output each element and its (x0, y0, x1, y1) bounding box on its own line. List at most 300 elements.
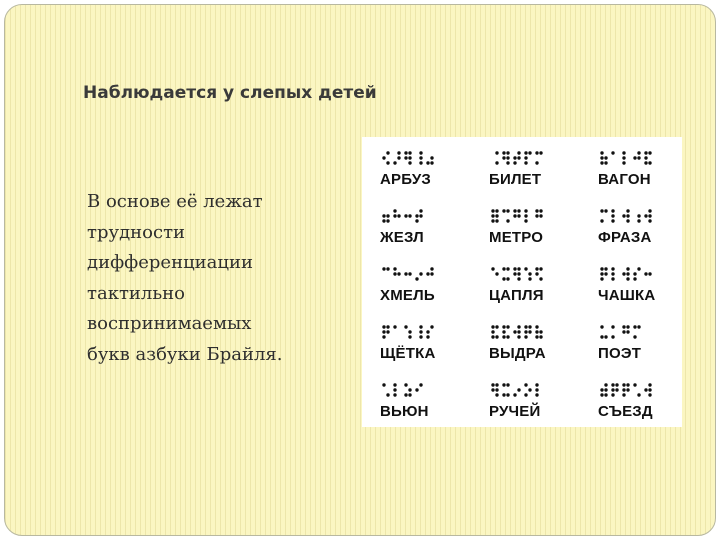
braille-dot (615, 383, 618, 386)
braille-word-cell (598, 323, 698, 375)
braille-dot (495, 388, 498, 391)
braille-dot (644, 161, 647, 164)
braille-dot (517, 209, 520, 212)
braille-dot (517, 151, 520, 154)
braille-dot (600, 277, 603, 280)
braille-dot (502, 393, 505, 396)
braille-dot (502, 325, 505, 328)
braille-dot (382, 330, 385, 333)
braille-dot (419, 272, 422, 275)
braille-word-cell (598, 149, 698, 201)
braille-dot (415, 219, 418, 222)
braille-dot (386, 325, 389, 328)
braille-dot (604, 388, 607, 391)
braille-dots (598, 381, 698, 401)
braille-dot (386, 214, 389, 217)
braille-dot (415, 388, 418, 391)
braille-dots (489, 207, 589, 227)
braille-dot (637, 219, 640, 222)
braille-dot (517, 335, 520, 338)
braille-dot (415, 214, 418, 217)
braille-dot (491, 383, 494, 386)
braille-dot (600, 272, 603, 275)
braille-dot (491, 325, 494, 328)
braille-dot (408, 393, 411, 396)
braille-dot (604, 272, 607, 275)
braille-dot (633, 325, 636, 328)
braille-dot (644, 272, 647, 275)
braille-dot (513, 330, 516, 333)
braille-dot (404, 151, 407, 154)
braille-dot (604, 383, 607, 386)
braille-dot (644, 156, 647, 159)
braille-dot (535, 272, 538, 275)
braille-dots (598, 265, 698, 285)
braille-dot (600, 219, 603, 222)
braille-dot (506, 383, 509, 386)
braille-dot (491, 267, 494, 270)
braille-dot (600, 209, 603, 212)
braille-dot (408, 272, 411, 275)
braille-dot (393, 267, 396, 270)
braille-dots (489, 149, 589, 169)
braille-dots (598, 323, 698, 343)
braille-dot (393, 325, 396, 328)
braille-dot (430, 325, 433, 328)
braille-dot (611, 209, 614, 212)
braille-dot (535, 209, 538, 212)
braille-dot (539, 209, 542, 212)
braille-dot (517, 267, 520, 270)
braille-dot (604, 209, 607, 212)
braille-word-label: ЖЕЗЛ (380, 229, 424, 246)
braille-dot (513, 156, 516, 159)
braille-dot (386, 267, 389, 270)
braille-dot (408, 156, 411, 159)
braille-dot (495, 161, 498, 164)
braille-dot (419, 156, 422, 159)
braille-dot (600, 161, 603, 164)
braille-dot (393, 209, 396, 212)
braille-dot (506, 219, 509, 222)
braille-dot (637, 267, 640, 270)
braille-dot (622, 383, 625, 386)
braille-dot (604, 161, 607, 164)
braille-dot (386, 219, 389, 222)
braille-dot (506, 277, 509, 280)
braille-word-cell (380, 323, 480, 375)
braille-dot (644, 151, 647, 154)
braille-dots (380, 323, 480, 343)
braille-dot (502, 156, 505, 159)
braille-dot (419, 209, 422, 212)
braille-dot (502, 335, 505, 338)
braille-dot (648, 383, 651, 386)
braille-word-label: МЕТРО (489, 229, 544, 246)
braille-word-cell (380, 265, 480, 317)
braille-dot (539, 151, 542, 154)
braille-dot (648, 214, 651, 217)
braille-dot (535, 151, 538, 154)
braille-dot (491, 335, 494, 338)
braille-dot (626, 272, 629, 275)
braille-dot (513, 161, 516, 164)
braille-word-cell (380, 207, 480, 259)
braille-dot (408, 161, 411, 164)
braille-dot (535, 393, 538, 396)
braille-word-label: ВЫДРА (489, 345, 546, 362)
braille-dots (489, 265, 589, 285)
braille-dot (539, 330, 542, 333)
braille-dot (528, 277, 531, 280)
braille-dot (622, 161, 625, 164)
braille-dot (386, 330, 389, 333)
braille-word-label: ВАГОН (598, 171, 651, 188)
braille-dot (528, 388, 531, 391)
braille-dot (600, 393, 603, 396)
braille-dot (600, 156, 603, 159)
braille-dot (495, 219, 498, 222)
braille-dot (386, 151, 389, 154)
braille-word-cell (489, 323, 589, 375)
braille-dot (495, 383, 498, 386)
braille-word-label: РУЧЕЙ (489, 403, 541, 420)
braille-word-cell (598, 381, 698, 433)
braille-dot (495, 209, 498, 212)
braille-dot (393, 388, 396, 391)
braille-dot (397, 272, 400, 275)
braille-dot (397, 156, 400, 159)
braille-dot (611, 325, 614, 328)
braille-dot (517, 272, 520, 275)
braille-dot (600, 388, 603, 391)
braille-dot (539, 267, 542, 270)
braille-word-label: ПОЭТ (598, 345, 642, 362)
braille-dot (524, 161, 527, 164)
braille-dot (637, 325, 640, 328)
braille-word-cell (489, 149, 589, 201)
braille-dot (502, 330, 505, 333)
braille-dot (622, 330, 625, 333)
braille-dot (513, 214, 516, 217)
braille-dot (382, 325, 385, 328)
body-line: букв азбуки Брайля. (87, 343, 283, 365)
braille-dot (626, 277, 629, 280)
braille-word-cell (489, 207, 589, 259)
braille-dot (426, 161, 429, 164)
braille-dot (408, 330, 411, 333)
braille-dot (622, 214, 625, 217)
braille-dot (622, 325, 625, 328)
braille-dot (528, 272, 531, 275)
braille-dots (598, 149, 698, 169)
braille-word-label: ХМЕЛЬ (380, 287, 435, 304)
braille-dot (539, 277, 542, 280)
braille-dot (524, 325, 527, 328)
body-line: дифференциации (87, 252, 253, 273)
braille-dot (408, 388, 411, 391)
braille-dot (611, 219, 614, 222)
braille-dot (419, 330, 422, 333)
braille-dot (637, 393, 640, 396)
braille-dot (506, 151, 509, 154)
braille-dot (611, 214, 614, 217)
braille-word-label: ФРАЗА (598, 229, 652, 246)
braille-dot (404, 383, 407, 386)
braille-dot (524, 219, 527, 222)
braille-dot (502, 383, 505, 386)
braille-dot (506, 335, 509, 338)
braille-dots (489, 323, 589, 343)
braille-dot (535, 214, 538, 217)
braille-dot (393, 383, 396, 386)
braille-dot (604, 393, 607, 396)
braille-dot (648, 209, 651, 212)
braille-dot (644, 388, 647, 391)
braille-dot (491, 214, 494, 217)
braille-dot (404, 325, 407, 328)
braille-dot (648, 219, 651, 222)
braille-word-cell (598, 265, 698, 317)
braille-dot (386, 393, 389, 396)
braille-dot (648, 388, 651, 391)
braille-dot (611, 335, 614, 338)
body-line: трудности (87, 221, 186, 243)
braille-dot (517, 214, 520, 217)
braille-dots (380, 207, 480, 227)
braille-word-label: ЩЁТКА (380, 345, 436, 362)
braille-dot (419, 151, 422, 154)
braille-dot (495, 393, 498, 396)
braille-dot (622, 388, 625, 391)
braille-dot (506, 325, 509, 328)
braille-dot (404, 214, 407, 217)
braille-dot (408, 214, 411, 217)
braille-dot (535, 335, 538, 338)
braille-dot (622, 156, 625, 159)
braille-dot (419, 335, 422, 338)
braille-dot (382, 214, 385, 217)
braille-dot (524, 214, 527, 217)
braille-dot (506, 209, 509, 212)
braille-dot (513, 272, 516, 275)
braille-dot (539, 335, 542, 338)
braille-dot (535, 325, 538, 328)
braille-dot (626, 383, 629, 386)
braille-dot (637, 214, 640, 217)
braille-dot (528, 325, 531, 328)
braille-word-cell (489, 381, 589, 433)
braille-dot (386, 161, 389, 164)
braille-dot (615, 388, 618, 391)
braille-dot (626, 330, 629, 333)
braille-dot (517, 156, 520, 159)
braille-dot (495, 214, 498, 217)
braille-dot (600, 335, 603, 338)
braille-dot (502, 277, 505, 280)
braille-dot (604, 335, 607, 338)
braille-dot (393, 214, 396, 217)
braille-dot (506, 267, 509, 270)
braille-dot (535, 330, 538, 333)
braille-dot (611, 151, 614, 154)
braille-dot (622, 393, 625, 396)
braille-dot (611, 388, 614, 391)
braille-dot (404, 272, 407, 275)
braille-dot (611, 267, 614, 270)
braille-dot (611, 277, 614, 280)
braille-dot (491, 219, 494, 222)
braille-dot (415, 277, 418, 280)
braille-dot (633, 335, 636, 338)
braille-dot (637, 151, 640, 154)
braille-word-cell (380, 381, 480, 433)
braille-dot (626, 214, 629, 217)
braille-dot (648, 161, 651, 164)
braille-dot (426, 272, 429, 275)
braille-dot (528, 151, 531, 154)
braille-dot (506, 161, 509, 164)
braille-dot (430, 161, 433, 164)
braille-word-label: ВЬЮН (380, 403, 429, 420)
braille-dot (633, 156, 636, 159)
braille-dot (600, 267, 603, 270)
braille-dot (408, 335, 411, 338)
braille-word-label: ЦАПЛЯ (489, 287, 544, 304)
braille-dot (637, 156, 640, 159)
braille-dot (513, 267, 516, 270)
braille-word-label: СЪЕЗД (598, 403, 653, 420)
braille-dot (491, 209, 494, 212)
braille-dot (404, 393, 407, 396)
braille-word-label: ЧАШКА (598, 287, 656, 304)
braille-dot (419, 161, 422, 164)
braille-dots (380, 149, 480, 169)
braille-dot (611, 272, 614, 275)
braille-dot (382, 383, 385, 386)
braille-dot (644, 214, 647, 217)
braille-dot (622, 272, 625, 275)
braille-dot (426, 330, 429, 333)
braille-dot (430, 272, 433, 275)
braille-dot (513, 209, 516, 212)
braille-dots (380, 381, 480, 401)
braille-dot (419, 383, 422, 386)
braille-dot (513, 393, 516, 396)
braille-dot (426, 335, 429, 338)
braille-dot (524, 209, 527, 212)
braille-dot (382, 335, 385, 338)
braille-word-cell (380, 149, 480, 201)
braille-dots (380, 265, 480, 285)
braille-dot (495, 325, 498, 328)
braille-dot (622, 151, 625, 154)
braille-dot (524, 393, 527, 396)
braille-dot (491, 388, 494, 391)
body-paragraph (87, 187, 347, 370)
braille-dot (611, 393, 614, 396)
braille-dot (517, 325, 520, 328)
braille-dot (397, 151, 400, 154)
braille-dot (495, 151, 498, 154)
braille-dot (506, 393, 509, 396)
braille-word-cell (598, 207, 698, 259)
body-line: воспринимаемых (87, 313, 252, 334)
braille-dot (535, 267, 538, 270)
braille-dot (535, 388, 538, 391)
braille-word-label: АРБУЗ (380, 171, 431, 188)
braille-dot (524, 151, 527, 154)
braille-dot (419, 325, 422, 328)
braille-dot (604, 156, 607, 159)
braille-dot (419, 214, 422, 217)
braille-dot (382, 156, 385, 159)
braille-dots (598, 207, 698, 227)
braille-dot (404, 156, 407, 159)
braille-dot (539, 214, 542, 217)
braille-dot (626, 267, 629, 270)
braille-dot (393, 161, 396, 164)
braille-dot (382, 219, 385, 222)
braille-dot (502, 209, 505, 212)
braille-dot (633, 277, 636, 280)
braille-dots (489, 381, 589, 401)
braille-dot (408, 151, 411, 154)
braille-dot (382, 267, 385, 270)
braille-dot (524, 267, 527, 270)
braille-dot (604, 267, 607, 270)
braille-dot (648, 393, 651, 396)
braille-dot (626, 219, 629, 222)
slide-title: Наблюдается у слепых детей (83, 83, 377, 103)
braille-dot (535, 161, 538, 164)
braille-dot (517, 330, 520, 333)
braille-dot (535, 383, 538, 386)
braille-dot (626, 388, 629, 391)
braille-dot (491, 330, 494, 333)
braille-dot (502, 151, 505, 154)
body-line: В основе её лежат (87, 191, 263, 212)
braille-word-cell (489, 265, 589, 317)
braille-dot (524, 156, 527, 159)
braille-dot (633, 272, 636, 275)
braille-dot (430, 156, 433, 159)
braille-dot (600, 325, 603, 328)
braille-dot (517, 277, 520, 280)
body-line: тактильно (87, 282, 185, 304)
braille-dot (393, 393, 396, 396)
braille-dot (524, 330, 527, 333)
braille-dot (495, 335, 498, 338)
braille-dot (528, 330, 531, 333)
braille-dot (648, 151, 651, 154)
braille-dot (430, 267, 433, 270)
braille-dot (397, 214, 400, 217)
braille-dot (502, 267, 505, 270)
braille-dot (611, 383, 614, 386)
braille-dot (600, 151, 603, 154)
braille-dot (524, 335, 527, 338)
braille-dot (517, 388, 520, 391)
braille-dot (506, 156, 509, 159)
braille-dot (524, 383, 527, 386)
braille-dot (633, 383, 636, 386)
braille-dot (648, 272, 651, 275)
braille-dot (626, 209, 629, 212)
braille-dot (626, 325, 629, 328)
braille-dot (393, 272, 396, 275)
braille-word-label: БИЛЕТ (489, 171, 542, 188)
